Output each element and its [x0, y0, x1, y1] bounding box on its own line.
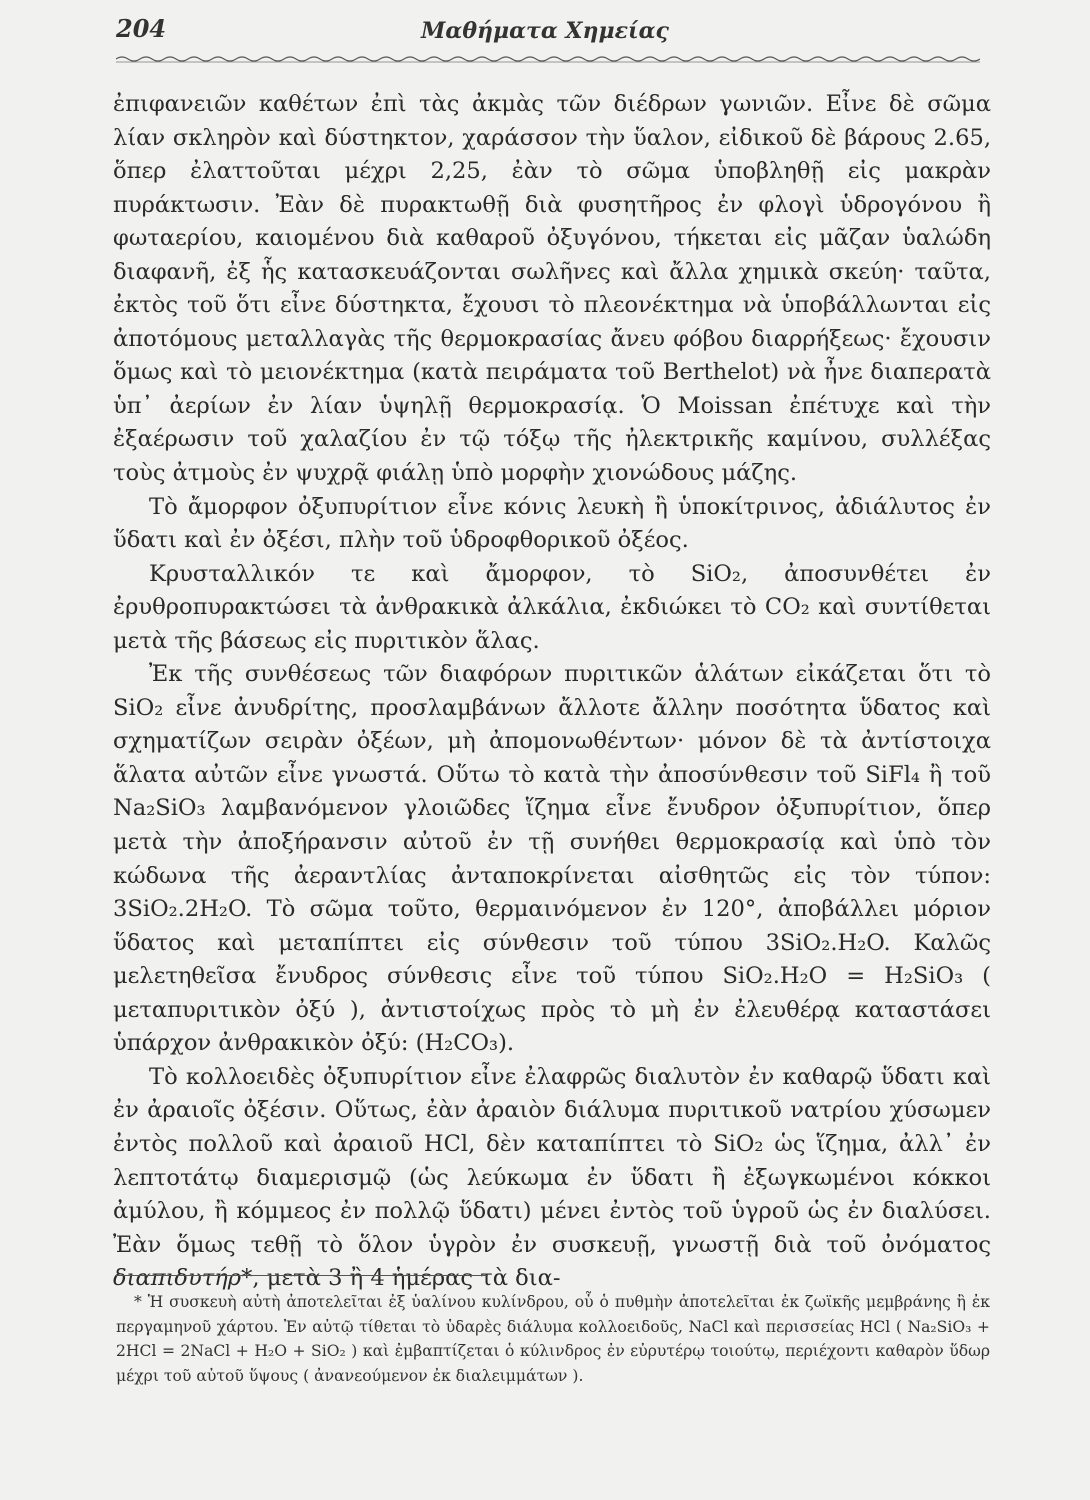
header-ornamental-rule [116, 52, 980, 66]
body-paragraph: Τὸ ἄμορφον ὀξυπυρίτιον εἶνε κόνις λευκὴ ἢ ὑποκίτρινος, ἀδιάλυτος ἐν ὕδατι καὶ ἐν ὀξέσι, πλὴν τοῦ ὑδροφθορικοῦ ὀξέος. [113, 493, 991, 554]
page-number: 204 [116, 14, 167, 43]
main-text [113, 88, 991, 1296]
body-paragraph: Κρυσταλλικόν τε καὶ ἄμορφον, τὸ SiO₂, ἀποσυνθέτει ἐν ἐρυθροπυρακτώσει τὰ ἀνθρακικὰ ἀλκάλια, ἐκδιώκει τὸ CO₂ καὶ συντίθεται μετὰ τῆς βάσεως εἰς πυριτικὸν ἅλας. [113, 560, 991, 654]
body-paragraph-text: Τὸ κολλοειδὲς ὀξυπυρίτιον εἶνε ἐλαφρῶς διαλυτὸν ἐν καθαρῷ ὕδατι καὶ ἐν ἀραιοῖς ὀξέσιν. Οὕτως, ἐὰν ἀραιὸν διάλυμα πυριτικοῦ νατρίου χύσωμεν ἐντὸς πολλοῦ καὶ ἀραιοῦ HCl, δὲν καταπίπτει τὸ SiO₂ ὡς ἵζημα, ἀλλ᾿ ἐν λεπτοτάτῳ διαμερισμῷ (ὡς λεύκωμα ἐν ὕδατι ἢ ἐξωγκωμένοι κόκκοι ἀμύλου, ἢ κόμμεος ἐν πολλῷ ὕδατι) μένει ἐντὸς τοῦ ὑγροῦ ὡς ἐν διαλύσει. Ἐὰν ὅμως τεθῇ τὸ ὅλον ὑγρὸν ἐν συσκευῇ, γνωστῇ διὰ τοῦ ὀνόματος [113, 1063, 991, 1258]
body-paragraph: ἐπιφανειῶν καθέτων ἐπὶ τὰς ἀκμὰς τῶν διέδρων γωνιῶν. Εἶνε δὲ σῶμα λίαν σκληρὸν καὶ δύστηκτον, χαράσσον τὴν ὕαλον, εἰδικοῦ δὲ βάρους 2.65, ὅπερ ἐλαττοῦται μέχρι 2,25, ἐὰν τὸ σῶμα ὑποβληθῇ εἰς μακρὰν πυράκτωσιν. Ἐὰν δὲ πυρακτωθῇ διὰ φυσητῆρος ἐν φλογὶ ὑδρογόνου ἢ φωταερίου, καιομένου διὰ καθαροῦ ὀξυγόνου, τήκεται εἰς μᾶζαν ὑαλώδη διαφανῆ, ἐξ ἧς κατασκευάζονται σωλῆνες καὶ ἄλλα χημικὰ σκεύη· ταῦτα, ἐκτὸς τοῦ ὅτι εἶνε δύστηκτα, ἔχουσι τὸ πλεονέκτημα νὰ ὑποβάλλωνται εἰς ἀποτόμους μεταλλαγὰς τῆς θερμοκρασίας ἄνευ φόβου διαρρήξεως· ἔχουσιν ὅμως καὶ τὸ μειονέκτημα (κατὰ πειράματα τοῦ Berthelot) νὰ ἦνε διαπερατὰ ὑπ᾿ ἀερίων ἐν λίαν ὑψηλῇ θερμοκρασίᾳ. Ὁ Moissan ἐπέτυχε καὶ τὴν ἐξαέρωσιν τοῦ χαλαζίου ἐν τῷ τόξῳ τῆς ἠλεκτρικῆς καμίνου, συλλέξας τοὺς ἀτμοὺς ἐν ψυχρᾷ φιάλῃ ὑπὸ μορφὴν χιονώδους μάζης. [113, 91, 991, 487]
footnote-text: * Ἡ συσκευὴ αὐτὴ ἀποτελεῖται ἐξ ὑαλίνου κυλίνδρου, οὗ ὁ πυθμὴν ἀποτελεῖται ἐκ ζωϊκῆς μεμβράνης ἢ ἐκ περγαμηνοῦ χάρτου. Ἐν αὐτῷ τίθεται τὸ ὑδαρὲς διάλυμα κολλοειδοῦς, NaCl καὶ περισσείας HCl ( Na₂SiO₃ + 2HCl = 2NaCl + H₂O + SiO₂ ) καὶ ἐμβαπτίζεται ὁ κύλινδρος ἐν εὐρυτέρῳ τοιούτῳ, περιέχοντι καθαρὸν ὕδωρ μέχρι τοῦ αὐτοῦ ὕψους ( ἀνανεούμενον ἐκ διαλειμμάτων ). [116, 1293, 990, 1385]
footnote-rule [116, 1275, 488, 1276]
continuation-text: , μετὰ 3 ἢ 4 ἡμέρας τὰ δια- [252, 1265, 561, 1292]
body-paragraph: Ἐκ τῆς συνθέσεως τῶν διαφόρων πυριτικῶν ἁλάτων εἰκάζεται ὅτι τὸ SiO₂ εἶνε ἀνυδρίτης, προσλαμβάνων ἄλλοτε ἄλλην ποσότητα ὕδατος καὶ σχηματίζων σειρὰν ὀξέων, μὴ ἀπομονωθέντων· μόνον δὲ τὰ ἀντίστοιχα ἅλατα αὐτῶν εἶνε γνωστά. Οὕτω τὸ κατὰ τὴν ἀποσύνθεσιν τοῦ SiFl₄ ἢ τοῦ Na₂SiO₃ λαμβανόμενον γλοιῶδες ἵζημα εἶνε ἔνυδρον ὀξυπυρίτιον, ὅπερ μετὰ τὴν ἀποξήρανσιν αὐτοῦ ἐν τῇ συνήθει θερμοκρασίᾳ καὶ ὑπὸ τὸν κώδωνα τῆς ἀεραντλίας ἀνταποκρίνεται αἰσθητῶς εἰς τὸν τύπον: 3SiO₂.2H₂O. Τὸ σῶμα τοῦτο, θερμαινόμενον ἐν 120°, ἀποβάλλει μόριον ὕδατος καὶ μεταπίπτει εἰς σύνθεσιν τοῦ τύπου 3SiO₂.H₂O. Καλῶς μελετηθεῖσα ἔνυδρος σύνθεσις εἶνε τοῦ τύπου SiO₂.H₂O = H₂SiO₃ ( μεταπυριτικὸν ὀξύ ), ἀντιστοίχως πρὸς τὸ μὴ ἐν ἐλευθέρᾳ καταστάσει ὑπάρχον ἀνθρακικὸν ὀξύ: (H₂CO₃). [113, 661, 991, 1057]
italic-term: διαπιδυτήρ* [113, 1265, 253, 1292]
running-title: Μαθήματα Χημείας [421, 18, 669, 44]
body-paragraph-last [113, 1061, 991, 1296]
footnote [116, 1290, 990, 1388]
